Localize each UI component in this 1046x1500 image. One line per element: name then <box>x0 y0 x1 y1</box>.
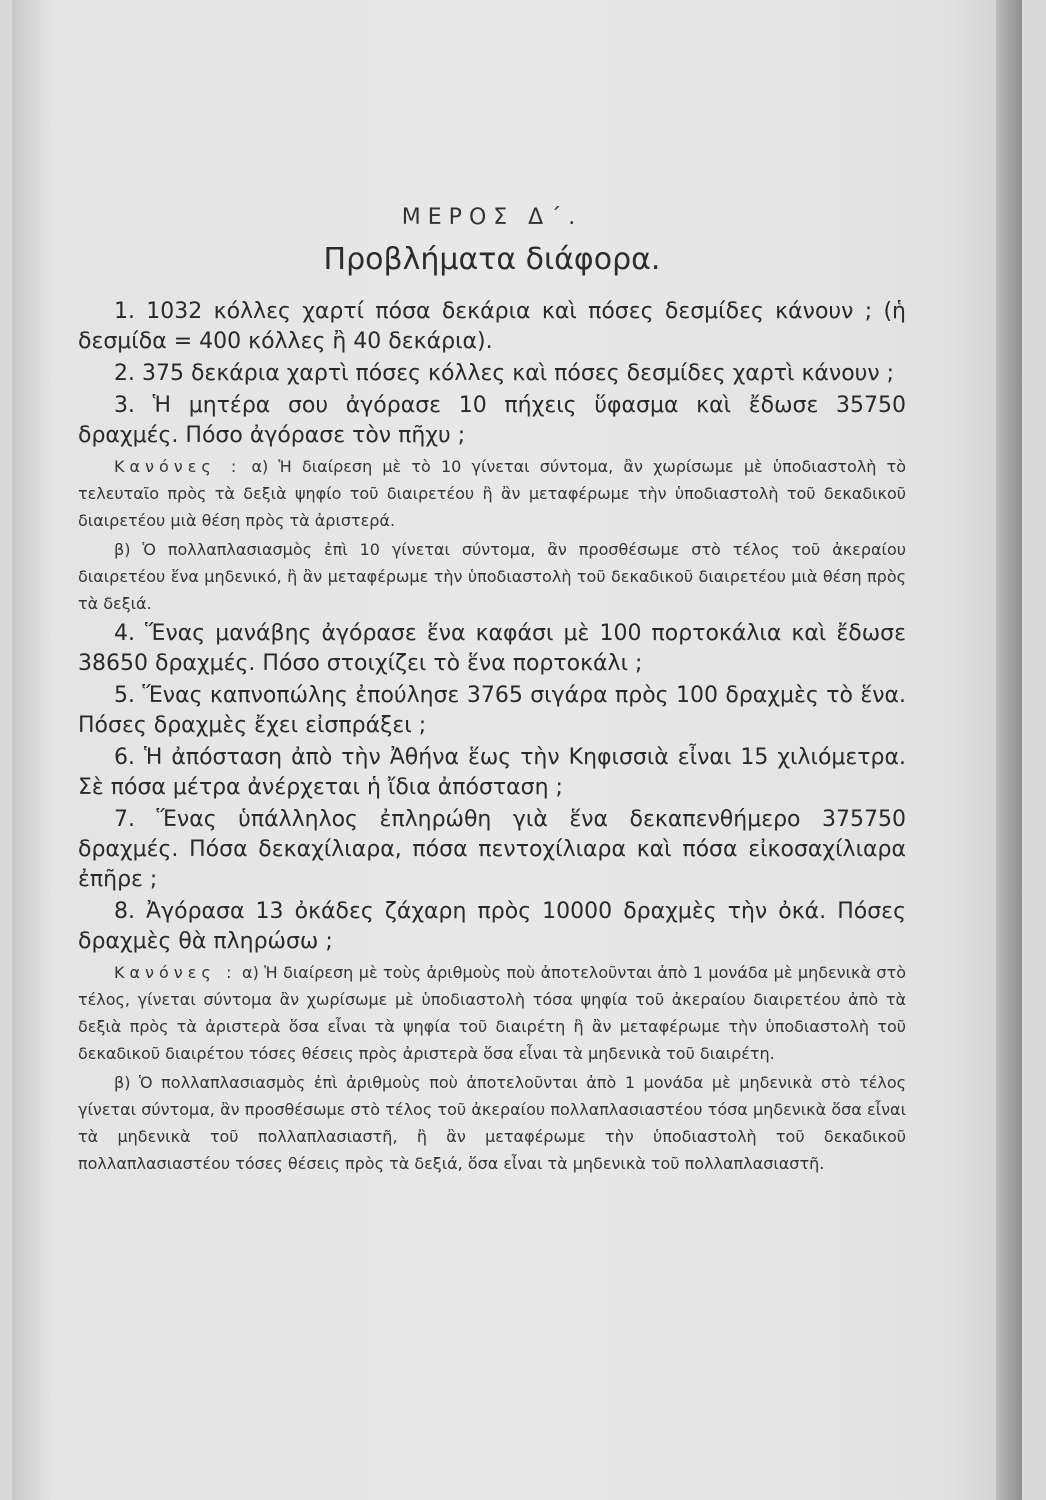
rules-1-a-text: α) Ἡ διαίρεση μὲ τὸ 10 γίνεται σύντομα, ἂν χωρίσωμε μὲ ὑποδιαστολὴ τὸ τελευταῖο πρὸς τὰ δεξιὰ ψηφίο τοῦ διαιρετέου ἢ ἂν μεταφέρωμε τὴν ὑποδιαστολὴ τοῦ δεκαδικοῦ διαιρετέου μιὰ θέση πρὸς τὰ ἀριστερά. <box>78 457 906 530</box>
rules-1-b: β) Ὁ πολλαπλασιασμὸς ἐπὶ 10 γίνεται σύντομα, ἂν προσθέσωμε στὸ τέλος τοῦ ἀκεραίου διαιρετέου ἕνα μηδενικό, ἢ ἂν μεταφέρωμε τὴν ὑποδιαστολὴ τοῦ δεκαδικοῦ διαιρετέου μιὰ θέση πρὸς τὰ δεξιά. <box>78 540 906 613</box>
rules-1-a <box>78 453 906 534</box>
problem-1: 1. 1032 κόλλες χαρτί πόσα δεκάρια καὶ πόσες δεσμίδες κάνουν ; (ἡ δεσμίδα = 400 κόλλες ἢ 40 δεκάρια). <box>78 299 906 354</box>
section-heading: ΜΕΡΟΣ Δ΄. <box>401 205 583 230</box>
page-content <box>78 205 906 1179</box>
rules-2-a-text: α) Ἡ διαίρεση μὲ τοὺς ἀριθμοὺς ποὺ ἀποτελοῦνται ἀπὸ 1 μονάδα μὲ μηδενικὰ στὸ τέλος, γίνεται σύντομα ἂν χωρίσωμε μὲ ὑποδιαστολὴ τόσα ψηφία τοῦ ἀκεραίου διαιρετέου ἀπὸ τὰ δεξιὰ πρὸς τὰ ἀριστερὰ ὅσα εἶναι τὰ ψηφία τοῦ διαιρέτη ἢ ἂν μεταφέρωμε τὴν ὑποδιαστολὴ τοῦ δεκαδικοῦ διαιρέτου τόσες θέσεις πρὸς ἀριστερὰ ὅσα εἶναι τὰ μηδενικὰ τοῦ διαιρέτη. <box>78 963 906 1063</box>
rules-1-label: Κανόνες : <box>114 457 242 476</box>
rules-2-label: Κανόνες : <box>114 963 237 982</box>
problem-3: 3. Ἡ μητέρα σου ἀγόρασε 10 πήχεις ὕφασμα καὶ ἔδωσε 35750 δραχμές. Πόσο ἀγόρασε τὸν πῆχυ ; <box>78 393 906 448</box>
rules-2-b: β) Ὁ πολλαπλασιασμὸς ἐπὶ ἀριθμοὺς ποὺ ἀποτελοῦνται ἀπὸ 1 μονάδα μὲ μηδενικὰ στὸ τέλος γίνεται σύντομα, ἂν προσθέσωμε στὸ τέλος τοῦ ἀκεραίου πολλαπλασιαστέου τόσα μηδενικὰ ὅσα εἶναι τὰ μηδενικὰ τοῦ πολλαπλασιαστῆ, ἢ ἂν μεταφέρωμε τὴν ὑποδιαστολὴ τοῦ δεκαδικοῦ πολλαπλασιαστέου τόσες θέσεις πρὸς τὰ δεξιά, ὅσα εἶναι τὰ μηδενικὰ τοῦ πολλαπλασιαστῆ. <box>78 1073 906 1173</box>
rules-2-a <box>78 959 906 1067</box>
problem-7: 7. Ἕνας ὑπάλληλος ἐπληρώθη γιὰ ἕνα δεκαπενθήμερο 375750 δραχμές. Πόσα δεκαχίλιαρα, πόσα πεντοχίλιαρα καὶ πόσα εἰκοσαχίλιαρα ἐπῆρε ; <box>78 807 906 892</box>
problem-5: 5. Ἕνας καπνοπώλης ἐπούλησε 3765 σιγάρα πρὸς 100 δραχμὲς τὸ ἕνα. Πόσες δραχμὲς ἔχει εἰσπράξει ; <box>78 683 906 738</box>
problem-8: 8. Ἀγόρασα 13 ὀκάδες ζάχαρη πρὸς 10000 δραχμὲς τὴν ὀκά. Πόσες δραχμὲς θὰ πληρώσω ; <box>78 899 906 954</box>
problem-4: 4. Ἕνας μανάβης ἀγόρασε ἕνα καφάσι μὲ 100 πορτοκάλια καὶ ἔδωσε 38650 δραχμές. Πόσο στοιχίζει τὸ ἕνα πορτοκάλι ; <box>78 621 906 676</box>
book-page <box>12 0 1022 1500</box>
page-title: Προβλήματα διάφορα. <box>323 242 661 277</box>
page-edge <box>996 0 1022 1500</box>
problem-2: 2. 375 δεκάρια χαρτὶ πόσες κόλλες καὶ πόσες δεσμίδες χαρτὶ κάνουν ; <box>114 361 895 386</box>
problem-6: 6. Ἡ ἀπόσταση ἀπὸ τὴν Ἀθήνα ἕως τὴν Κηφισσιὰ εἶναι 15 χιλιόμετρα. Σὲ πόσα μέτρα ἀνέρχεται ἡ ἴδια ἀπόσταση ; <box>78 745 906 800</box>
